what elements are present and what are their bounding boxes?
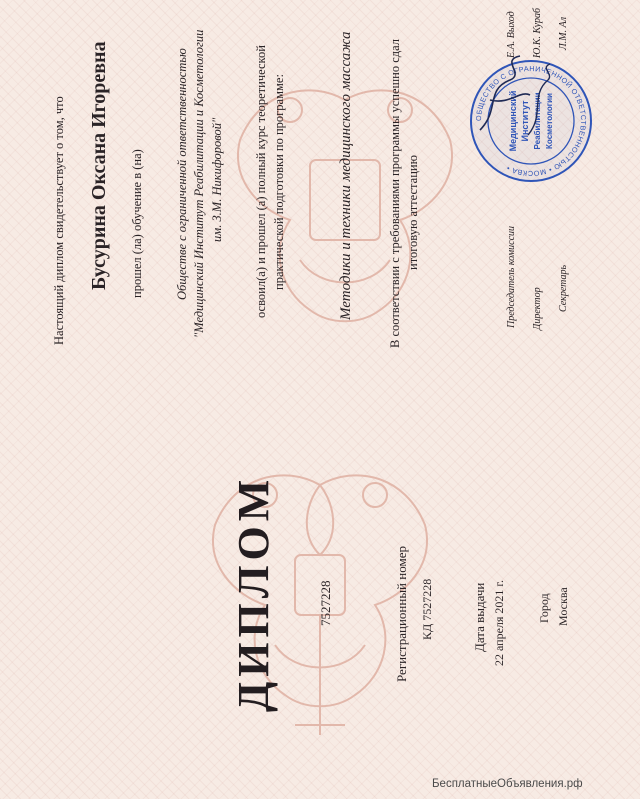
stamp-ring-text: ОБЩЕСТВО С ОГРАНИЧЕННОЙ ОТВЕТСТВЕННОСТЬЮ • МОСКВА • (473, 63, 589, 179)
stamp-center-line-2: Институт (520, 100, 530, 142)
commission-chair-role: Председатель комиссии (506, 225, 517, 328)
completed-course-line-2: практической подготовки по программе: (272, 74, 286, 290)
director-name: Ю.К. Кураб (532, 7, 543, 58)
program-name: Методики и техники медицинского массажа (338, 31, 354, 320)
registration-number-value: КД 7527228 (420, 578, 434, 640)
issue-date-label: Дата выдачи (472, 582, 487, 652)
organization-line-2: "Медицинский Институт Реабилитации и Косметологии (192, 29, 206, 338)
stamp-center-line-4: Косметологии (545, 93, 554, 149)
secretary-name: Л.М. Ал (558, 16, 569, 50)
city-label: Город (537, 593, 551, 623)
city-value: Москва (556, 587, 570, 626)
site-watermark: БесплатныеОбъявления.рф (432, 778, 583, 790)
registration-number-label: Регистрационный номер (394, 546, 409, 682)
secretary-role: Секретарь (558, 264, 569, 312)
completed-course-line-1: освоил(а) и прошел (а) полный курс теоретической (254, 45, 268, 318)
studied-at-text: прошел (ла) обучение в (на) (130, 149, 144, 298)
stamp-center-line-3: Реабилитации (533, 92, 542, 150)
certificate-intro: Настоящий диплом свидетельствует о том, что (52, 96, 66, 345)
diploma-number: 7527228 (318, 580, 333, 626)
commission-chair-name: Е.А. Выход (506, 11, 517, 58)
accordance-line-2: итоговую аттестацию (406, 155, 420, 270)
recipient-name: Бусурина Оксана Игоревна (88, 41, 110, 290)
stamp-center-line-1: Медицинский (508, 90, 518, 152)
issue-date-value: 22 апреля 2021 г. (492, 580, 506, 666)
diploma-heading: ДИПЛОМ (229, 474, 278, 712)
organization-line-1: Обществе с ограниченной ответственностью (175, 48, 189, 300)
accordance-line-1: В соответствии с требованиями программы успешно сдал (388, 38, 402, 348)
director-role: Директор (532, 287, 543, 330)
director-signature (520, 60, 560, 140)
organization-line-3: им. З.М. Никифоровой" (210, 117, 224, 242)
